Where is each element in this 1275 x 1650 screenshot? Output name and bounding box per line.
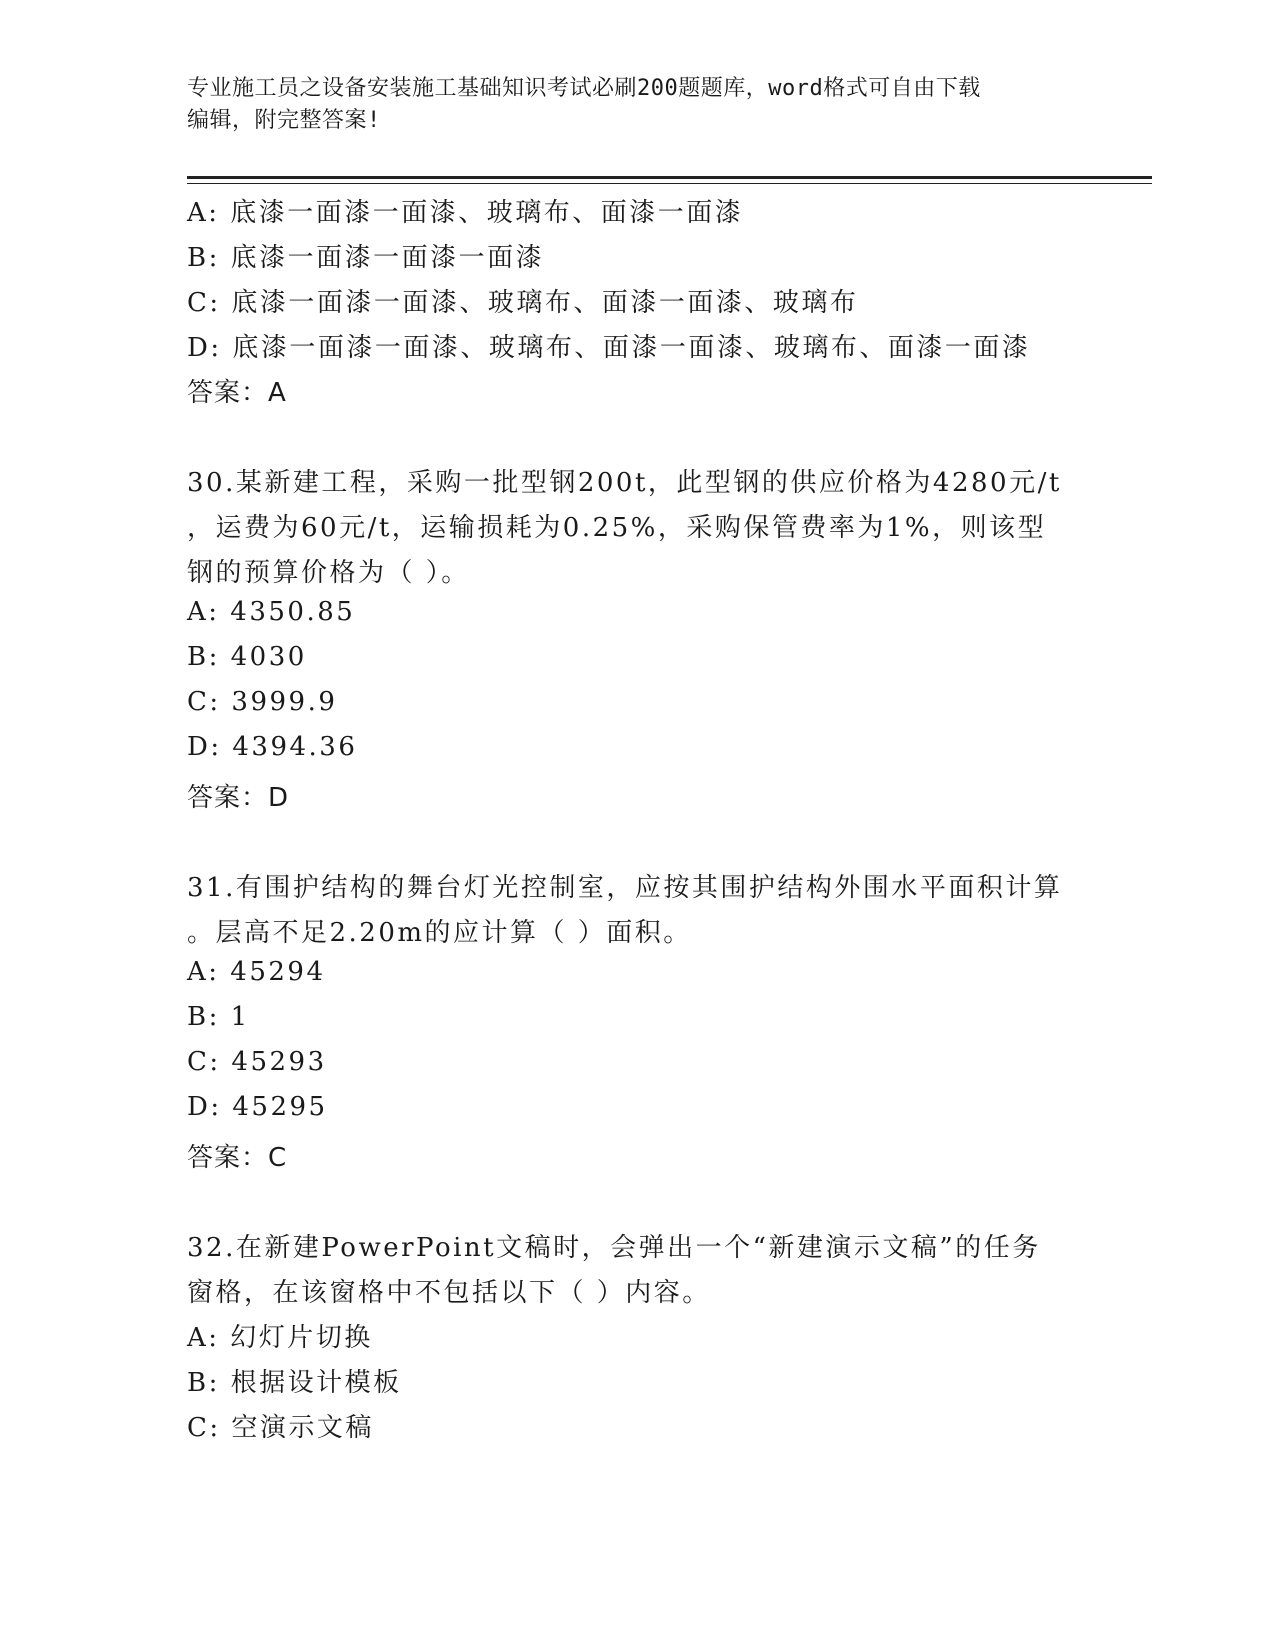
document-header bbox=[187, 73, 1067, 137]
q31-option-c: C: 45293 bbox=[187, 1047, 327, 1077]
q32-option-b: B: 根据设计模板 bbox=[187, 1368, 402, 1398]
q32-option-a: A: 幻灯片切换 bbox=[187, 1323, 373, 1353]
q30-option-a: A: 4350.85 bbox=[187, 597, 356, 627]
q30-answer: 答案：D bbox=[187, 783, 290, 813]
header-title-line-2: 编辑，附完整答案! bbox=[187, 108, 381, 133]
q30-stem-line-2: ，运费为60元/t，运输损耗为0.25%，采购保管费率为1%，则该型 bbox=[187, 513, 1047, 543]
q29-answer: 答案：A bbox=[187, 378, 287, 408]
header-title-line-1: 专业施工员之设备安装施工基础知识考试必刷200题题库，word格式可自由下载 bbox=[187, 76, 981, 101]
q30-option-c: C: 3999.9 bbox=[187, 687, 338, 717]
header-divider-thin bbox=[187, 183, 1152, 184]
q30-option-b: B: 4030 bbox=[187, 642, 307, 672]
q29-option-b: B: 底漆一面漆一面漆一面漆 bbox=[187, 243, 545, 273]
q32-stem-line-2: 窗格，在该窗格中不包括以下（ ）内容。 bbox=[187, 1278, 711, 1308]
q31-answer: 答案：C bbox=[187, 1143, 288, 1173]
q31-stem-line-2: 。层高不足2.20m的应计算（ ）面积。 bbox=[187, 918, 692, 948]
q29-option-a: A: 底漆一面漆一面漆、玻璃布、面漆一面漆 bbox=[187, 198, 744, 228]
q30-stem-line-3: 钢的预算价格为（ ）。 bbox=[187, 558, 470, 588]
q32-stem-line-1: 32.在新建PowerPoint文稿时，会弹出一个“新建演示文稿”的任务 bbox=[187, 1233, 1041, 1263]
q31-option-a: A: 45294 bbox=[187, 957, 326, 987]
q32-option-c: C: 空演示文稿 bbox=[187, 1413, 374, 1443]
q31-stem-line-1: 31.有围护结构的舞台灯光控制室，应按其围护结构外围水平面积计算 bbox=[187, 873, 1063, 903]
q31-option-d: D: 45295 bbox=[187, 1092, 328, 1122]
header-divider-thick bbox=[187, 176, 1152, 179]
q29-option-c: C: 底漆一面漆一面漆、玻璃布、面漆一面漆、玻璃布 bbox=[187, 288, 859, 318]
q30-stem-line-1: 30.某新建工程，采购一批型钢200t，此型钢的供应价格为4280元/t bbox=[187, 468, 1062, 498]
q30-option-d: D: 4394.36 bbox=[187, 732, 358, 762]
q31-option-b: B: 1 bbox=[187, 1002, 250, 1032]
q29-option-d: D: 底漆一面漆一面漆、玻璃布、面漆一面漆、玻璃布、面漆一面漆 bbox=[187, 333, 1031, 363]
